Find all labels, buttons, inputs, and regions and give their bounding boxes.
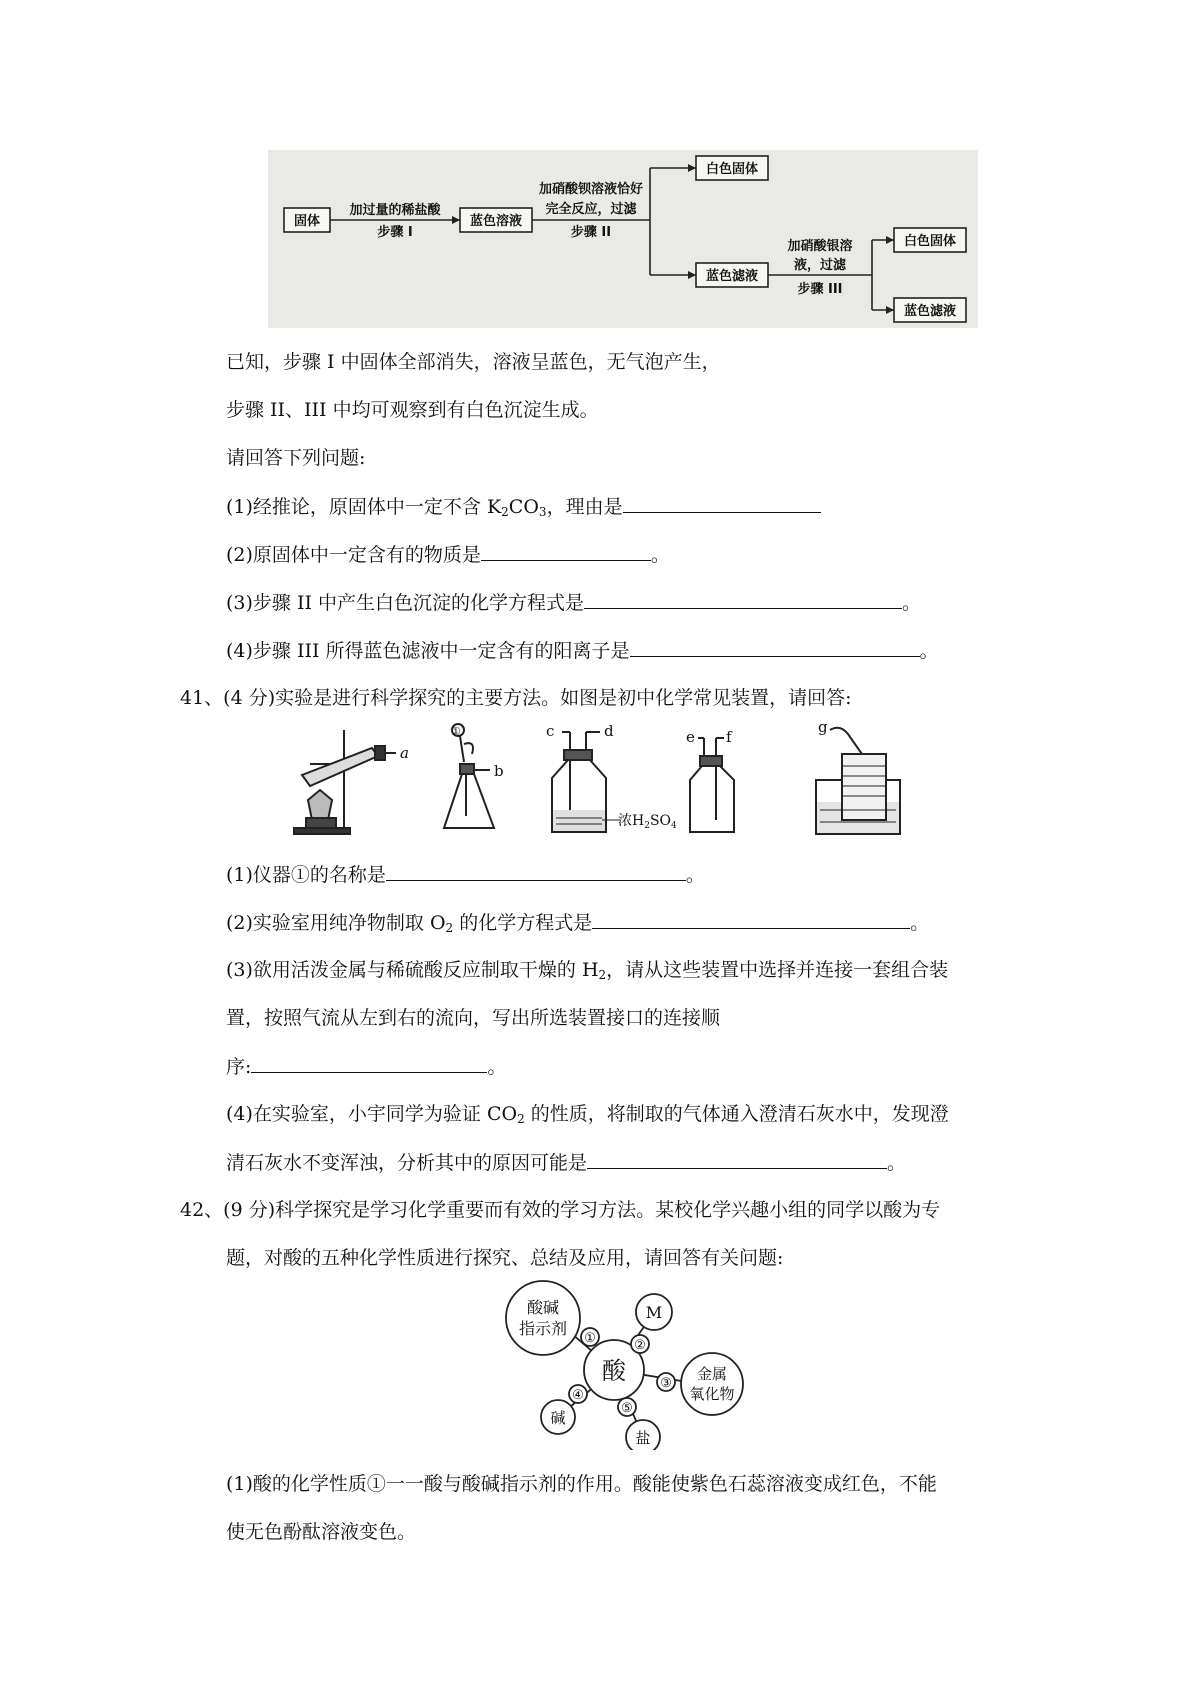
num-5: ⑤	[621, 1401, 633, 1416]
q41-answer-blank-3[interactable]	[251, 1054, 487, 1073]
salt-label: 盐	[635, 1429, 651, 1447]
q40-part3: (3)步骤 II 中产生白色沉淀的化学方程式是 。	[226, 592, 922, 614]
label-d: d	[604, 722, 614, 740]
label-f: f	[726, 728, 732, 746]
q41-part2: (2)实验室用纯净物制取 $O_2$ 的化学方程式是 。	[226, 912, 930, 935]
flow-blue-filtrate-1: 蓝色滤液	[705, 269, 759, 284]
flow-step3-reagent-2: 液，过滤	[793, 258, 847, 273]
q41-answer-blank-4[interactable]	[587, 1150, 887, 1169]
label-e: e	[686, 728, 695, 746]
q41-part4-line2: 清石灰水不变浑浊，分析其中的原因可能是 。	[226, 1152, 907, 1174]
label-conc-h2so4: 浓$H_2SO_4$	[618, 813, 677, 831]
flow-step3-reagent-1: 加硝酸银溶	[787, 239, 853, 254]
flow-step2-label: 步骤 II	[570, 225, 612, 240]
q42-header-line1: 42、(9 分)科学探究是学习化学重要而有效的学习方法。某校化学兴趣小组的同学以酸为专	[180, 1199, 941, 1221]
flowchart-figure	[268, 150, 978, 328]
flow-blue-solution: 蓝色溶液	[469, 214, 523, 229]
label-a: a	[400, 744, 409, 762]
flow-step3-label: 步骤 III	[797, 282, 843, 297]
q41-part1: (1)仪器①的名称是 。	[226, 864, 705, 886]
q41-part4-line1: (4)在实验室，小宇同学为验证 $CO_2$ 的性质，将制取的气体通入澄清石灰水中，发现澄	[226, 1103, 949, 1126]
num-4: ④	[572, 1388, 584, 1403]
q41-header: 41、(4 分)实验是进行科学探究的主要方法。如图是初中化学常见装置，请回答:	[180, 687, 852, 709]
q42-header-line2: 题，对酸的五种化学性质进行探究、总结及应用，请回答有关问题:	[226, 1247, 784, 1269]
flow-step2-reagent-1: 加硝酸钡溶液恰好	[538, 182, 644, 197]
num-3: ③	[660, 1376, 672, 1391]
flow-white-solid-2: 白色固体	[903, 234, 957, 249]
q40-part4: (4)步骤 III 所得蓝色滤液中一定含有的阳离子是 。	[226, 640, 939, 662]
label-b: b	[494, 762, 504, 780]
flow-step2-reagent-2: 完全反应，过滤	[545, 202, 637, 217]
q40-part1: (1)经推论，原固体中一定不含 $K_2CO_3$，理由是	[226, 494, 821, 519]
q42-part1-line2: 使无色酚酞溶液变色。	[226, 1521, 417, 1543]
acid-indicator-node	[506, 1281, 580, 1355]
q42-part1-line1: (1)酸的化学性质①一一酸与酸碱指示剂的作用。酸能使紫色石蕊溶液变成红色，不能	[226, 1473, 937, 1495]
q40-known-line2: 步骤 II、III 中均可观察到有白色沉淀生成。	[226, 399, 599, 421]
metal-oxide-node	[681, 1353, 743, 1415]
q40-answer-blank-1[interactable]	[623, 494, 821, 513]
flow-step1-reagent: 加过量的稀盐酸	[349, 203, 441, 218]
q41-part3-line2: 置，按照气流从左到右的流向，写出所选装置接口的连接顺	[226, 1007, 721, 1029]
metal-oxide-label-1: 金属	[696, 1365, 728, 1383]
q40-answer-blank-2[interactable]	[481, 542, 651, 561]
indicator-label-1: 酸碱	[526, 1298, 560, 1317]
center-acid-label: 酸	[602, 1357, 626, 1385]
indicator-label-2: 指示剂	[518, 1319, 568, 1338]
label-circle-1: ①	[451, 725, 461, 738]
label-c-1: c	[546, 722, 555, 740]
flow-step1-label: 步骤 I	[377, 225, 413, 240]
num-1: ①	[584, 1331, 596, 1346]
m-label: M	[645, 1303, 663, 1322]
lab-apparatus-figure	[280, 720, 980, 840]
q40-answer-blank-3[interactable]	[584, 590, 902, 609]
num-2: ②	[634, 1338, 646, 1353]
flow-white-solid-1: 白色固体	[705, 162, 759, 177]
base-label: 碱	[550, 1409, 566, 1427]
metal-oxide-label-2: 氧化物	[689, 1385, 735, 1403]
acid-properties-diagram	[500, 1280, 800, 1450]
q40-known-line1: 已知，步骤 I 中固体全部消失，溶液呈蓝色，无气泡产生，	[226, 351, 721, 373]
q40-answer-blank-4[interactable]	[630, 638, 920, 657]
flow-blue-filtrate-2: 蓝色滤液	[903, 304, 957, 319]
q40-prompt: 请回答下列问题:	[226, 447, 366, 469]
flow-solid: 固体	[293, 214, 321, 229]
q41-answer-blank-2[interactable]	[592, 910, 910, 929]
q41-answer-blank-1[interactable]	[386, 862, 686, 881]
label-g: g	[818, 720, 828, 736]
q40-part2: (2)原固体中一定含有的物质是 。	[226, 544, 670, 566]
q41-part3-line1: (3)欲用活泼金属与稀硫酸反应制取干燥的 $H_2$，请从这些装置中选择并连接一套组合装	[226, 959, 949, 982]
q41-part3-line3: 序: 。	[226, 1056, 507, 1078]
